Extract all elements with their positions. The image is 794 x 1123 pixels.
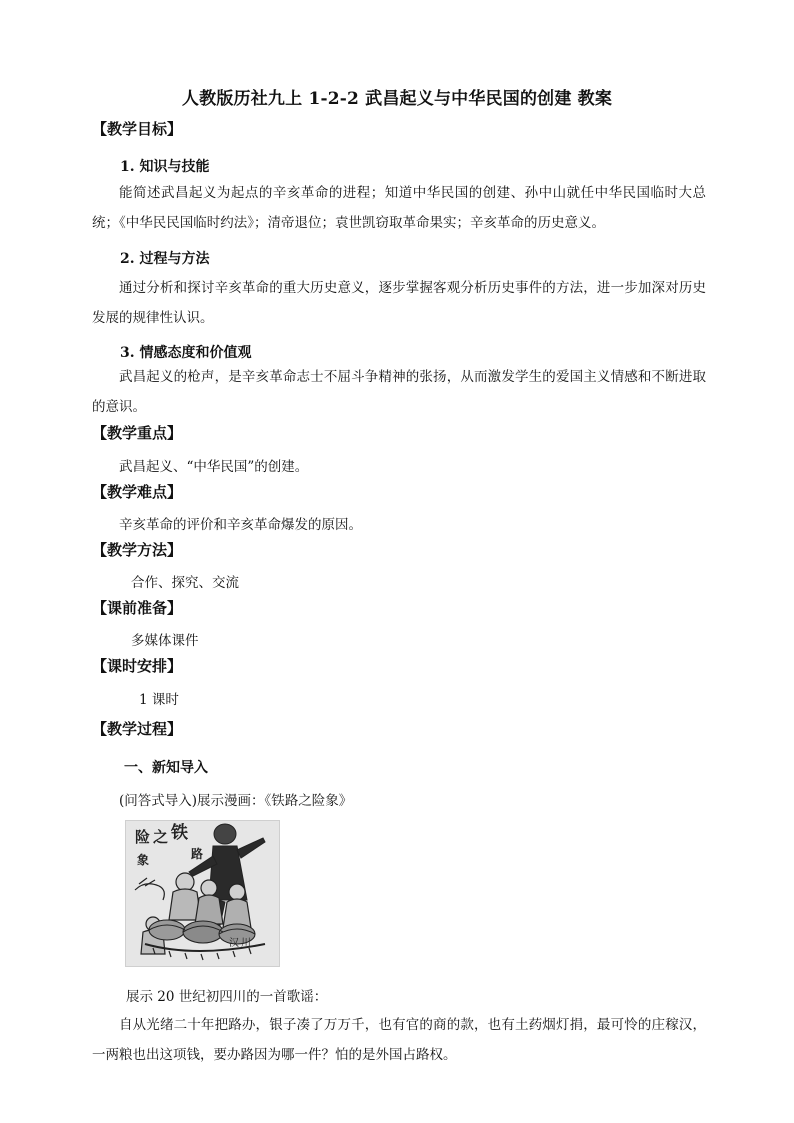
process-method-text: 通过分析和探讨辛亥革命的重大历史意义，逐步掌握客观分析历史事件的方法，进一步加深对历史发展的规律性认识。 [92, 280, 706, 326]
cartoon-char-zhi: 之 [153, 828, 169, 846]
objectives-heading: 【教学目标】 [92, 120, 183, 138]
knowledge-skills-heading: 1. 知识与技能 [120, 159, 210, 175]
watermelons [149, 920, 255, 944]
cartoon-char-chuan: 川 [241, 938, 251, 949]
preparation-text: 多媒体课件 [131, 633, 199, 649]
process-heading: 【教学过程】 [92, 720, 183, 738]
key-points-text: 武昌起义、“中华民国”的创建。 [119, 459, 309, 475]
song-intro-text: 展示 20 世纪初四川的一首歌谣： [126, 989, 328, 1005]
schedule-text: 1 课时 [139, 692, 179, 708]
difficulties-heading: 【教学难点】 [92, 483, 183, 501]
attitude-values-heading: 3. 情感态度和价值观 [120, 345, 252, 361]
cartoon-char-tie: 铁 [171, 823, 188, 843]
difficulties-text: 辛亥革命的评价和辛亥革命爆发的原因。 [119, 517, 362, 533]
knowledge-skills-text: 能简述武昌起义为起点的辛亥革命的进程；知道中华民国的创建、孙中山就任中华民国临时大总统；《中华民民国临时约法》；清帝退位；袁世凯窃取革命果实；辛亥革命的历史意义。 [92, 185, 706, 231]
cartoon-char-lu: 路 [191, 847, 204, 861]
cartoon-char-xiang: 象 [137, 853, 150, 867]
preparation-heading: 【课前准备】 [92, 599, 183, 617]
cartoon-char-xian: 险 [135, 828, 151, 846]
methods-heading: 【教学方法】 [92, 541, 183, 559]
key-points-heading: 【教学重点】 [92, 424, 183, 442]
cartoon-intro-text: (问答式导入)展示漫画：《铁路之险象》 [119, 793, 353, 809]
cartoon-char-han: 汉 [229, 938, 239, 949]
process-method-heading: 2. 过程与方法 [120, 251, 210, 267]
page-title: 人教版历社九上 1-2-2 武昌起义与中华民国的创建 教案 [181, 89, 613, 109]
new-intro-heading: 一、新知导入 [124, 760, 208, 776]
schedule-heading: 【课时安排】 [92, 657, 183, 675]
methods-text: 合作、探究、交流 [131, 575, 239, 591]
railway-danger-cartoon [125, 820, 280, 967]
song-text: 自从光绪二十年把路办，银子凑了万万千，也有官的商的款，也有土药烟灯捐，最可怜的庄稼汉，一两粮也出这项钱，要办路因为哪一件？怕的是外国占路权。 [92, 1017, 706, 1063]
attitude-values-text: 武昌起义的枪声，是辛亥革命志士不屈斗争精神的张扬，从而激发学生的爱国主义情感和不断进取的意识。 [92, 369, 706, 415]
